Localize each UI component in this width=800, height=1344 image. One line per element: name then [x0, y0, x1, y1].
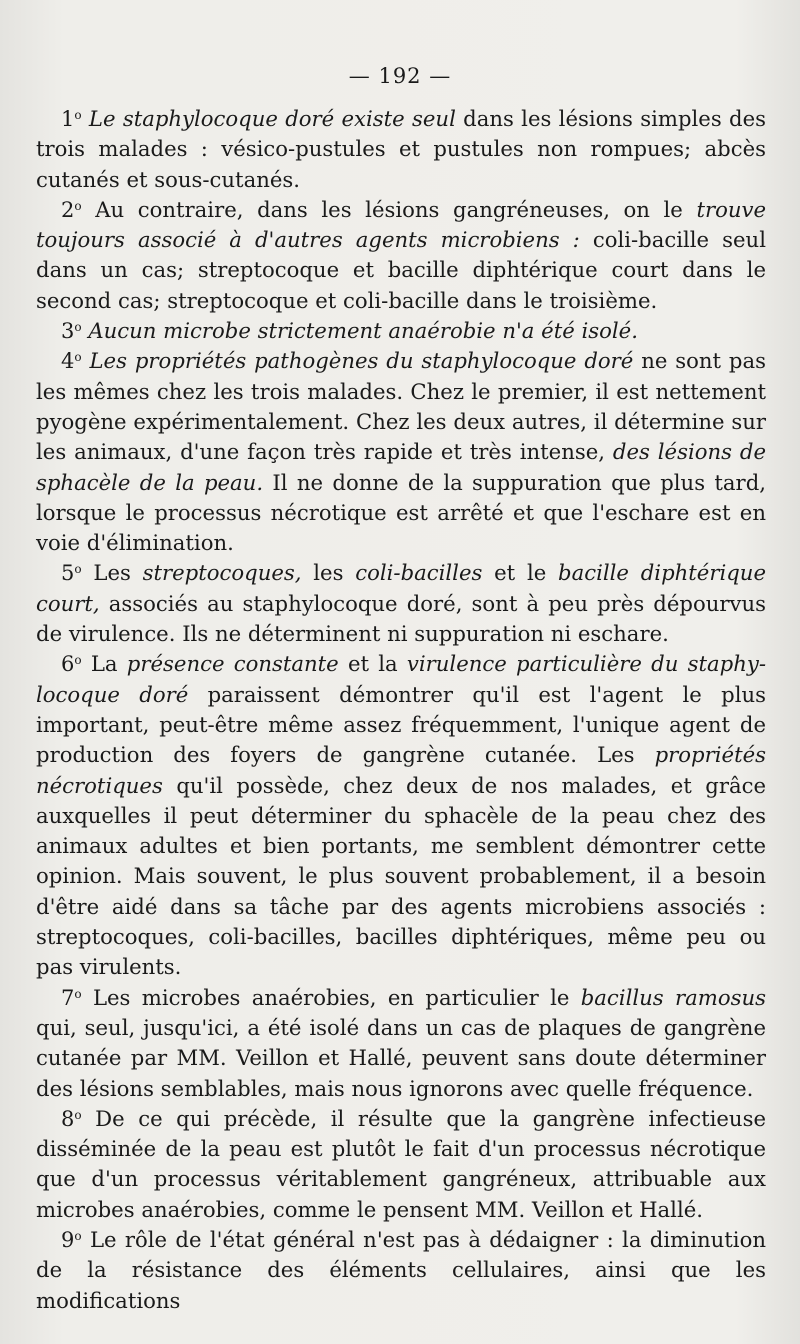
italic-run: présence constante	[126, 651, 339, 677]
italic-run: bacillus ramosus	[580, 984, 766, 1010]
text-run: Il ne donne de la suppuration que plus tard, lorsque le processus nécrotique est arrêté et que l'eschare est en voie d'élimination.	[36, 469, 766, 556]
italic-run: Les propriétés pathogènes du staphylocoque doré	[81, 348, 634, 374]
body-text	[36, 104, 766, 1316]
paragraph	[36, 316, 766, 346]
italic-run: streptocoques,	[142, 560, 302, 586]
ordinal-superscript: o	[74, 1107, 82, 1122]
paragraph	[36, 104, 766, 195]
italic-run: bacille diphtérique court,	[36, 560, 766, 616]
ordinal-superscript: o	[74, 108, 82, 122]
paragraph-number: 5	[61, 561, 75, 586]
ordinal-superscript: o	[74, 198, 82, 213]
page-number: — 192 —	[348, 64, 452, 88]
paragraph-number: 7	[61, 985, 75, 1010]
paragraph	[36, 983, 766, 1104]
text-run: coli-bacille seul dans un cas; streptocoque et bacille diphtérique court dans le second cas; streptocoque et coli-bacille dans le troisième.	[36, 227, 766, 313]
ordinal-superscript: o	[74, 350, 82, 365]
ordinal-superscript: o	[74, 320, 82, 335]
ordinal-superscript: o	[74, 986, 82, 1001]
text-run: Les	[81, 560, 143, 586]
paragraph	[36, 195, 766, 316]
paragraph-number: 9	[61, 1227, 75, 1252]
italic-run: virulence particulière du staphylocoque doré	[36, 651, 766, 707]
paragraph-number: 1	[61, 107, 75, 131]
ordinal-superscript: o	[74, 653, 82, 668]
paragraph-number: 4	[61, 349, 75, 374]
italic-run: trouve toujours associé à d'autres agents microbiens :	[36, 196, 766, 253]
italic-run: propriétés nécrotiques	[36, 742, 766, 798]
italic-run: Aucun microbe strictement anaérobie n'a été isolé.	[81, 318, 638, 344]
text-run: qu'il possède, chez deux de nos malades, et grâce auxquelles il peut déterminer du sphacèle de la peau chez des animaux adultes et bien portants, me semblent démontrer cette opinion. Mais souvent, le plus souvent probablement, il a besoin d'être aidé dans sa tâche par des agents microbiens associés : streptocoques, coli-bacilles, bacilles diphtériques, même peu ou pas virulents.	[36, 772, 766, 980]
paragraph-number: 8	[61, 1106, 75, 1131]
paragraph-number: 2	[61, 197, 75, 222]
paragraph	[36, 649, 766, 982]
text-run: La	[81, 651, 127, 677]
text-run: paraissent démontrer qu'il est l'agent le plus important, peut-être même assez fréquemment, l'unique agent de production des foyers de gangrène cutanée. Les	[36, 681, 766, 768]
paragraph	[36, 1104, 766, 1225]
text-run: et le	[482, 560, 559, 586]
paragraph-number: 3	[61, 319, 75, 344]
text-run: et la	[338, 651, 407, 677]
text-run: dans les lésions simples des trois malades : vésico-pustules et pustules non rompues; abcès cutanés et sous-cutanés.	[36, 106, 766, 192]
text-run: qui, seul, jusqu'ici, a été isolé dans un cas de plaques de gangrène cutanée par MM. Veillon et Hallé, peuvent sans doute déterminer des lésions semblables, mais nous ignorons avec quelle fréquence.	[36, 1014, 766, 1101]
paragraph-number: 6	[61, 652, 75, 677]
text-run: les	[301, 560, 356, 586]
text-run: Au contraire, dans les lésions gangréneuses, on le	[81, 196, 697, 222]
ordinal-superscript: o	[74, 562, 82, 577]
text-run: Le rôle de l'état général n'est pas à dédaigner : la diminution de la résistance des éléments cellulaires, ainsi que les modifications	[36, 1226, 766, 1313]
paragraph	[36, 1225, 766, 1316]
paragraph	[36, 558, 766, 649]
text-run: De ce qui précède, il résulte que la gangrène infectieuse disséminée de la peau est plutôt le fait d'un processus nécrotique que d'un processus véritablement gangréneux, attribuable aux microbes anaérobies, comme le pensent MM. Veillon et Hallé.	[36, 1105, 766, 1222]
ordinal-superscript: o	[74, 1228, 82, 1243]
text-run: associés au staphylocoque doré, sont à peu près dépourvus de virulence. Ils ne déterminent ni suppuration ni eschare.	[36, 590, 766, 647]
text-run: ne sont pas les mêmes chez les trois malades. Chez le premier, il est nettement pyogène expérimentalement. Chez les deux autres, il détermine sur les animaux, d'une façon très rapide et très intense,	[36, 348, 766, 465]
italic-run: des lésions de sphacèle de la peau.	[36, 439, 766, 495]
italic-run: coli-bacilles	[355, 560, 483, 586]
italic-run: Le staphylocoque doré existe seul	[81, 106, 456, 131]
paragraph	[36, 346, 766, 558]
text-run: Les microbes anaérobies, en particulier le	[81, 984, 581, 1010]
